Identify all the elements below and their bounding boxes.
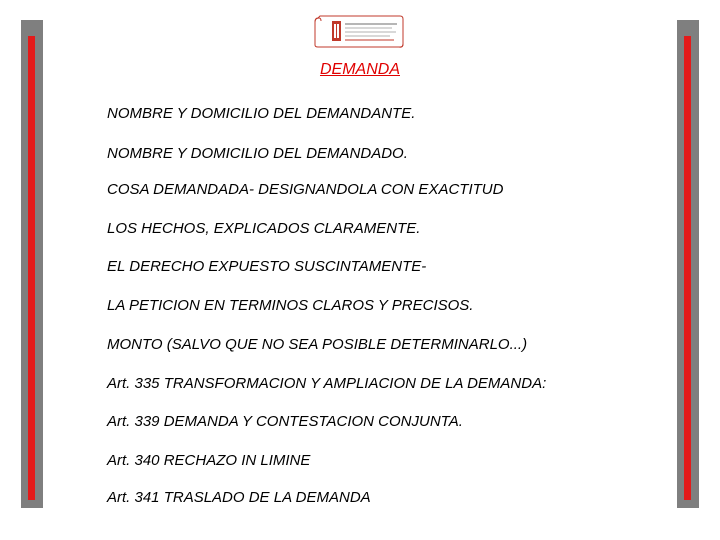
list-item: NOMBRE Y DOMICILIO DEL DEMANDANTE. bbox=[107, 105, 416, 122]
list-item: MONTO (SALVO QUE NO SEA POSIBLE DETERMINARLO...) bbox=[107, 336, 528, 353]
list-item: Art. 339 DEMANDA Y CONTESTACION CONJUNTA. bbox=[107, 413, 463, 430]
list-item: NOMBRE Y DOMICILIO DEL DEMANDADO. bbox=[107, 145, 408, 162]
list-item: Art. 335 TRANSFORMACION Y AMPLIACION DE LA DEMANDA: bbox=[107, 375, 547, 392]
list-item: Art. 341 TRASLADO DE LA DEMANDA bbox=[107, 489, 371, 506]
right-decorative-bar bbox=[677, 20, 699, 508]
list-item: Art. 340 RECHAZO IN LIMINE bbox=[107, 452, 311, 469]
list-item: EL DERECHO EXPUESTO SUSCINTAMENTE- bbox=[107, 258, 427, 275]
list-item: LOS HECHOS, EXPLICADOS CLARAMENTE. bbox=[107, 220, 421, 237]
list-item: LA PETICION EN TERMINOS CLAROS Y PRECISOS. bbox=[107, 297, 474, 314]
left-decorative-bar bbox=[21, 20, 43, 508]
right-red-stripe bbox=[684, 36, 691, 500]
scroll-logo-icon bbox=[312, 14, 406, 48]
slide-title: DEMANDA bbox=[319, 61, 400, 78]
left-red-stripe bbox=[28, 36, 35, 500]
list-item: COSA DEMANDADA- DESIGNANDOLA CON EXACTITUD bbox=[107, 181, 504, 198]
